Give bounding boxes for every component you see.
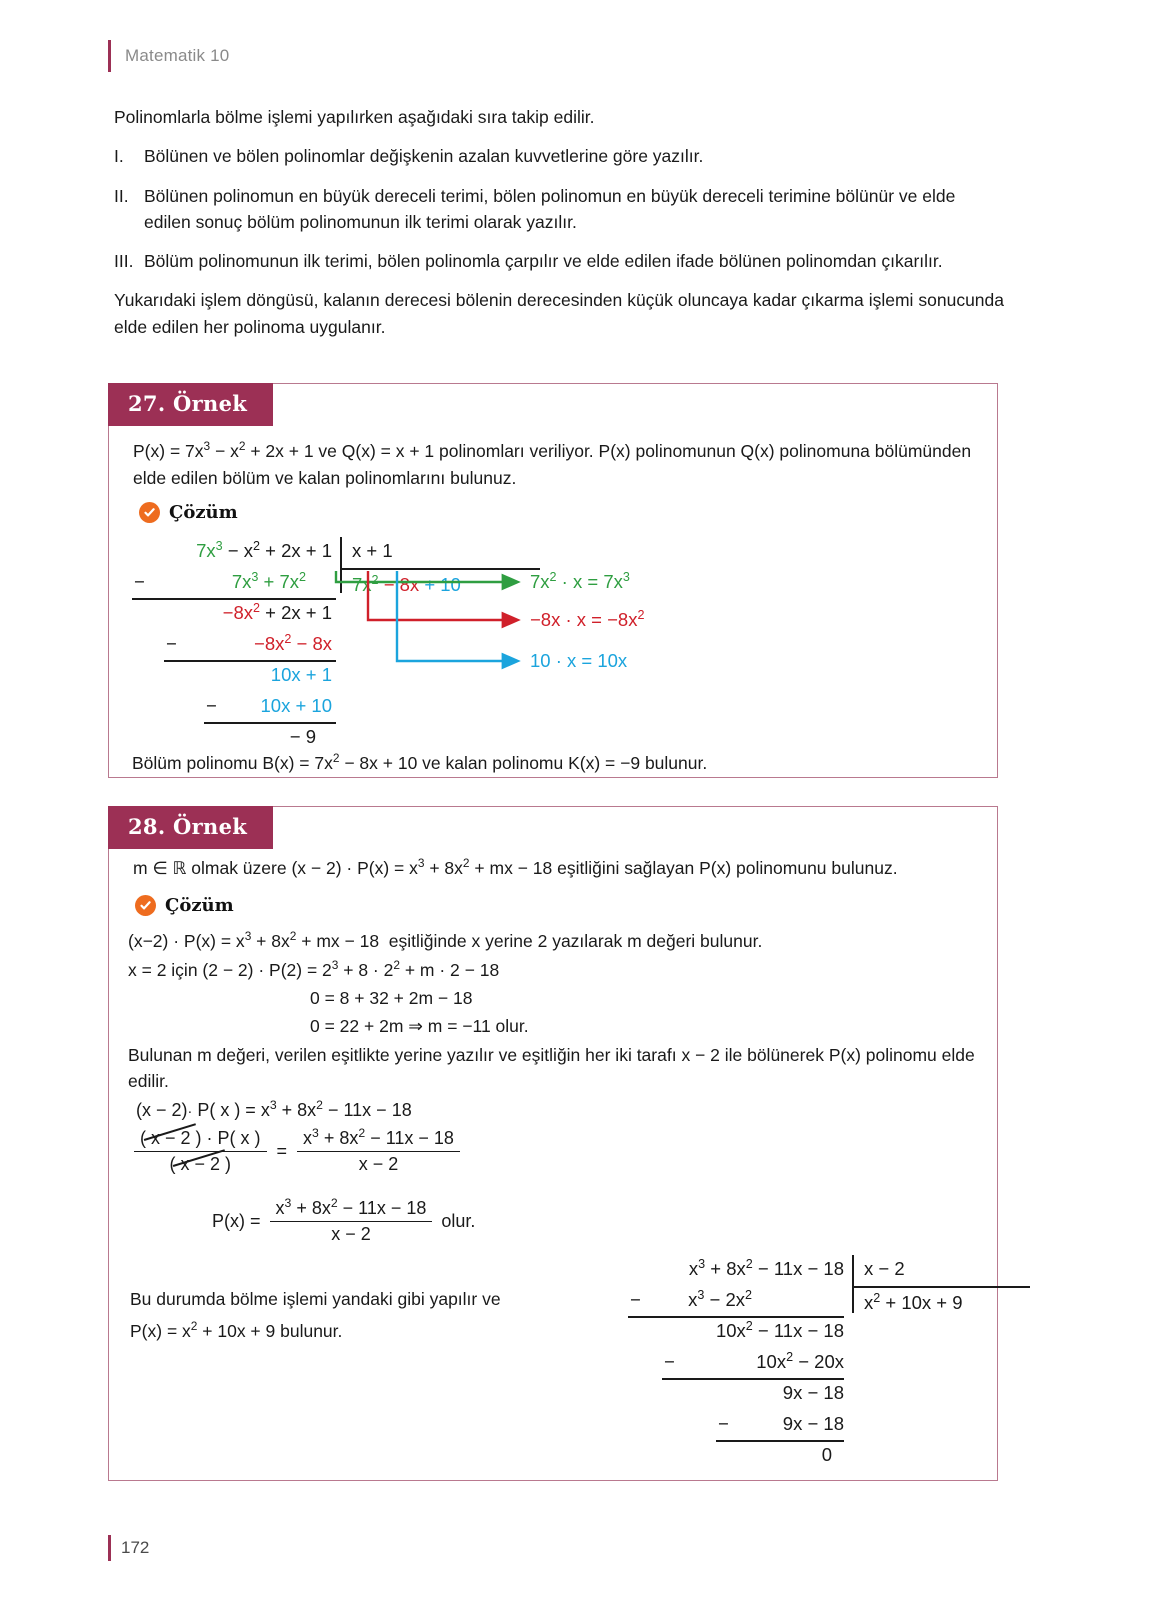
division-28-minus-2: − [664, 1351, 675, 1372]
list-marker: III. [114, 251, 134, 271]
fraction-left [134, 1128, 267, 1175]
division-27-remainder: − 9 [289, 726, 316, 747]
example-28-step-2: x = 2 için $(2 - 2) \cdot P(2) = 2^3 + 8 \cdot 2^2 + m \cdot 2 - 18$ [128, 958, 500, 980]
division-28-rule-3 [716, 1440, 844, 1442]
division-27-rule-1 [132, 598, 336, 600]
division-28-divisor-rule [852, 1286, 1030, 1288]
example-27-question: $P(x) = 7x^3 - x^2 + 2x + 1$ ve Q(x) = x + 1 polinomları veriliyor. P(x) polinomunun Q(x) polinomuna bölümünden elde edilen bölüm ve kalan polinomlarını bulunuz. [133, 439, 972, 489]
example-27-solution-label [139, 502, 238, 523]
px-denominator: x − 2 [270, 1221, 433, 1245]
division-28-rule-2 [662, 1378, 844, 1380]
division-28-quotient: $x^2 + 10x + 9$ [864, 1290, 963, 1313]
example-28-question: m ∈ ℝ olmak üzere $(x - 2) \cdot P(x) = x^3 + 8x^2$ + mx − 18 eşitliğini sağlayan P(x) polinomunu bulunuz. [133, 856, 898, 878]
check-circle-icon [135, 895, 156, 916]
division-27-minus-2: − [166, 633, 177, 654]
px-fraction [270, 1198, 433, 1245]
list-text: Bölünen ve bölen polinomlar değişkenin azalan kuvvetlerine göre yazılır. [144, 146, 704, 167]
division-27-minus-3: − [206, 695, 217, 716]
intro-list-item-3 [114, 248, 1004, 274]
division-28-step2-remainder: 9x − 18 [782, 1382, 844, 1403]
page-number: 172 [121, 1538, 150, 1557]
check-circle-icon [139, 502, 160, 523]
arrow-label-green: $7x^2 \cdot x = 7x^3$ [530, 569, 630, 592]
division-27-step2-remainder: 10x + 1 [270, 664, 332, 685]
example-27-arrow-diagram [330, 565, 670, 695]
division-27-rule-2 [164, 660, 336, 662]
solution-label-text: Çözüm [169, 502, 238, 523]
example-28-note-line-1: Bu durumda bölme işlemi yandaki gibi yapılır ve [130, 1289, 501, 1309]
page-footer [108, 1535, 149, 1561]
fraction-right-numerator: $x^3 + 8x^2 - 11x - 18$ [303, 1126, 454, 1148]
division-28-divisor: x − 2 [864, 1258, 905, 1279]
division-27-rule-3 [204, 722, 336, 724]
division-28-step2-sub: $10x^2 - 20x$ [756, 1349, 844, 1372]
example-28-solution-label [135, 895, 234, 916]
division-27-step1-sub: $7x^3 + 7x^2$ [231, 569, 306, 592]
division-28-dividend: $x^3 + 8x^2 - 11x - 18$ [688, 1256, 844, 1279]
division-28-step1-sub: $x^3 - 2x^2$ [688, 1287, 752, 1310]
example-28-cancellation-equation [134, 1128, 460, 1175]
equals-sign: = [276, 1141, 288, 1161]
division-27-step3-sub: 10x + 10 [260, 695, 332, 716]
list-marker: I. [114, 146, 124, 167]
intro-closing: Yukarıdaki işlem döngüsü, kalanın derecesi bölenin derecesinden küçük oluncaya kadar çıkarma işlemi sonucunda elde edilen her polinoma uygulanır. [114, 290, 1004, 337]
division-28-step3-sub: 9x − 18 [782, 1413, 844, 1434]
list-text: Bölüm polinomunun ilk terimi, bölen polinomla çarpılır ve elde edilen ifade bölünen polinomdan çıkarılır. [144, 251, 943, 271]
cancelled-factor-numerator: ( x − 2 ) [140, 1128, 202, 1149]
px-label: P(x) = [212, 1211, 261, 1231]
fraction-left-denominator [134, 1151, 267, 1175]
example-28-equation-1: (x − 2)· P( x ) = $x^3 + 8x^2 - 11x - 18$ [136, 1098, 412, 1120]
division-27-divisor: x + 1 [352, 540, 393, 561]
example-27-tag: 27. Örnek [108, 383, 273, 426]
intro-lead: Polinomlarla bölme işlemi yapılırken aşağıdaki sıra takip edilir. [114, 107, 595, 127]
division-28-remainder: 0 [821, 1444, 832, 1465]
division-27-dividend: $7x^3 - x^2 + 2x + 1$ [196, 538, 332, 561]
footer-accent-rule [108, 1535, 111, 1561]
arrow-label-blue: 10 · x = 10x [530, 650, 628, 671]
division-27-quotient: $7x^2 - 8x + 10$ [352, 572, 461, 595]
division-28-step1-remainder: $10x^2 - 11x - 18$ [715, 1318, 844, 1341]
division-28-minus-3: − [718, 1413, 729, 1434]
intro-list-item-2 [114, 183, 1004, 236]
px-numerator: $x^3 + 8x^2 - 11x - 18$ [275, 1196, 427, 1218]
division-27-step1-remainder: $-8x^2 + 2x + 1$ [222, 600, 332, 623]
list-text: Bölünen polinomun en büyük dereceli terimi, bölen polinomun en büyük dereceli terimine bölünür ve elde edilen sonuç bölüm polinomunun ilk terimi olarak yazılır. [144, 185, 956, 232]
example-28-step-1: $(x-2) \cdot P(x) = x^3 + 8x^2$ + mx − 18 eşitliğinde x yerine 2 yazılarak m değeri bulunur. [128, 929, 763, 951]
division-28-rule-1 [628, 1316, 844, 1318]
book-title: Matematik 10 [125, 46, 230, 65]
example-28-px-equation [212, 1198, 475, 1245]
list-marker: II. [114, 185, 129, 206]
division-28-vertical-rule [852, 1255, 854, 1313]
example-27-conclusion: Bölüm polinomu $B(x) = 7x^2 - 8x + 10$ ve kalan polinomu K(x) = −9 bulunur. [132, 751, 708, 773]
division-27-step2-sub: $-8x^2 - 8x$ [254, 631, 332, 654]
cancel-slash [173, 1149, 225, 1166]
header-accent-rule [108, 40, 111, 72]
olur-text: olur. [441, 1211, 476, 1231]
example-28-step-4: 0 = 22 + 2m ⇒ m = −11 olur. [310, 1016, 529, 1036]
division-27-minus-1: − [134, 571, 145, 592]
example-28-tag: 28. Örnek [108, 806, 273, 849]
cancelled-factor-denominator: ( x − 2 ) [170, 1154, 232, 1175]
example-28-step-3: 0 = 8 + 32 + 2m − 18 [310, 988, 473, 1008]
solution-label-text: Çözüm [165, 895, 234, 916]
fraction-right-denominator: x − 2 [297, 1151, 460, 1175]
intro-section [114, 104, 1004, 353]
arrow-label-red: $-8x \cdot x = -8x^2$ [530, 607, 645, 630]
example-28-step-5: Bulunan m değeri, verilen eşitlikte yerine yazılır ve eşitliğin her iki tarafı x − 2 ile bölünerek P(x) polinomu elde edilir. [128, 1045, 975, 1092]
fraction-right [297, 1128, 460, 1175]
fraction-left-numerator: ( x − 2 ) · P( x ) [134, 1128, 267, 1151]
division-28-minus-1: − [630, 1289, 641, 1310]
example-28-note-line-2: $P(x) = x^2 + 10x + 9$ bulunur. [130, 1319, 343, 1341]
page-header [108, 40, 229, 72]
intro-list-item-1 [114, 143, 1004, 169]
